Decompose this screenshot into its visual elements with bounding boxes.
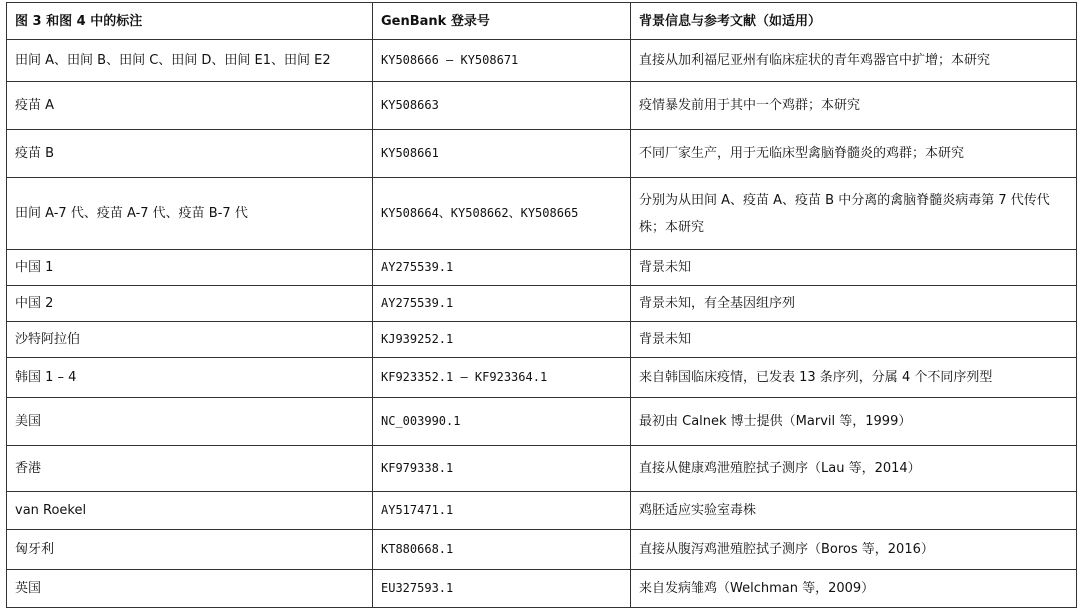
cell-accession: KJ939252.1 <box>373 322 631 358</box>
table-row <box>7 250 1077 286</box>
table-row <box>7 178 1077 250</box>
cell-background: 不同厂家生产，用于无临床型禽脑脊髓炎的鸡群；本研究 <box>631 130 1077 178</box>
cell-accession: KY508663 <box>373 82 631 130</box>
cell-accession: KY508664、KY508662、KY508665 <box>373 178 631 250</box>
cell-accession: EU327593.1 <box>373 570 631 608</box>
cell-label: 英国 <box>7 570 373 608</box>
cell-accession: AY517471.1 <box>373 492 631 530</box>
cell-background: 疫情暴发前用于其中一个鸡群；本研究 <box>631 82 1077 130</box>
cell-accession: KT880668.1 <box>373 530 631 570</box>
table-row <box>7 530 1077 570</box>
cell-label: van Roekel <box>7 492 373 530</box>
cell-label: 中国 1 <box>7 250 373 286</box>
table-row <box>7 82 1077 130</box>
cell-accession: KF979338.1 <box>373 446 631 492</box>
cell-accession: KY508661 <box>373 130 631 178</box>
cell-background: 最初由 Calnek 博士提供（Marvil 等，1999） <box>631 398 1077 446</box>
cell-background: 背景未知 <box>631 250 1077 286</box>
header-genbank: GenBank 登录号 <box>373 3 631 40</box>
header-background: 背景信息与参考文献（如适用） <box>631 3 1077 40</box>
cell-background: 鸡胚适应实验室毒株 <box>631 492 1077 530</box>
cell-background: 来自发病雏鸡（Welchman 等，2009） <box>631 570 1077 608</box>
cell-label: 韩国 1 – 4 <box>7 358 373 398</box>
cell-background: 直接从加利福尼亚州有临床症状的青年鸡器官中扩增；本研究 <box>631 40 1077 82</box>
table-header-row <box>7 3 1077 40</box>
table-row <box>7 40 1077 82</box>
table-row <box>7 398 1077 446</box>
cell-accession: AY275539.1 <box>373 250 631 286</box>
cell-label: 美国 <box>7 398 373 446</box>
table-row <box>7 358 1077 398</box>
table-row <box>7 130 1077 178</box>
cell-background: 直接从腹泻鸡泄殖腔拭子测序（Boros 等，2016） <box>631 530 1077 570</box>
cell-accession: KF923352.1 – KF923364.1 <box>373 358 631 398</box>
cell-background: 背景未知 <box>631 322 1077 358</box>
cell-label: 香港 <box>7 446 373 492</box>
cell-label: 疫苗 A <box>7 82 373 130</box>
cell-label: 田间 A、田间 B、田间 C、田间 D、田间 E1、田间 E2 <box>7 40 373 82</box>
cell-label: 沙特阿拉伯 <box>7 322 373 358</box>
cell-background: 分别为从田间 A、疫苗 A、疫苗 B 中分离的禽脑脊髓炎病毒第 7 代传代株；本研究 <box>631 178 1077 250</box>
header-label: 图 3 和图 4 中的标注 <box>7 3 373 40</box>
reference-table-container <box>6 2 1076 608</box>
cell-accession: NC_003990.1 <box>373 398 631 446</box>
cell-label: 中国 2 <box>7 286 373 322</box>
table-row <box>7 322 1077 358</box>
cell-background: 直接从健康鸡泄殖腔拭子测序（Lau 等，2014） <box>631 446 1077 492</box>
cell-label: 疫苗 B <box>7 130 373 178</box>
reference-table <box>6 2 1077 608</box>
cell-accession: AY275539.1 <box>373 286 631 322</box>
cell-background: 来自韩国临床疫情，已发表 13 条序列，分属 4 个不同序列型 <box>631 358 1077 398</box>
table-row <box>7 286 1077 322</box>
table-row <box>7 492 1077 530</box>
cell-label: 田间 A-7 代、疫苗 A-7 代、疫苗 B-7 代 <box>7 178 373 250</box>
table-row <box>7 446 1077 492</box>
cell-accession: KY508666 – KY508671 <box>373 40 631 82</box>
cell-background: 背景未知，有全基因组序列 <box>631 286 1077 322</box>
table-row <box>7 570 1077 608</box>
cell-label: 匈牙利 <box>7 530 373 570</box>
